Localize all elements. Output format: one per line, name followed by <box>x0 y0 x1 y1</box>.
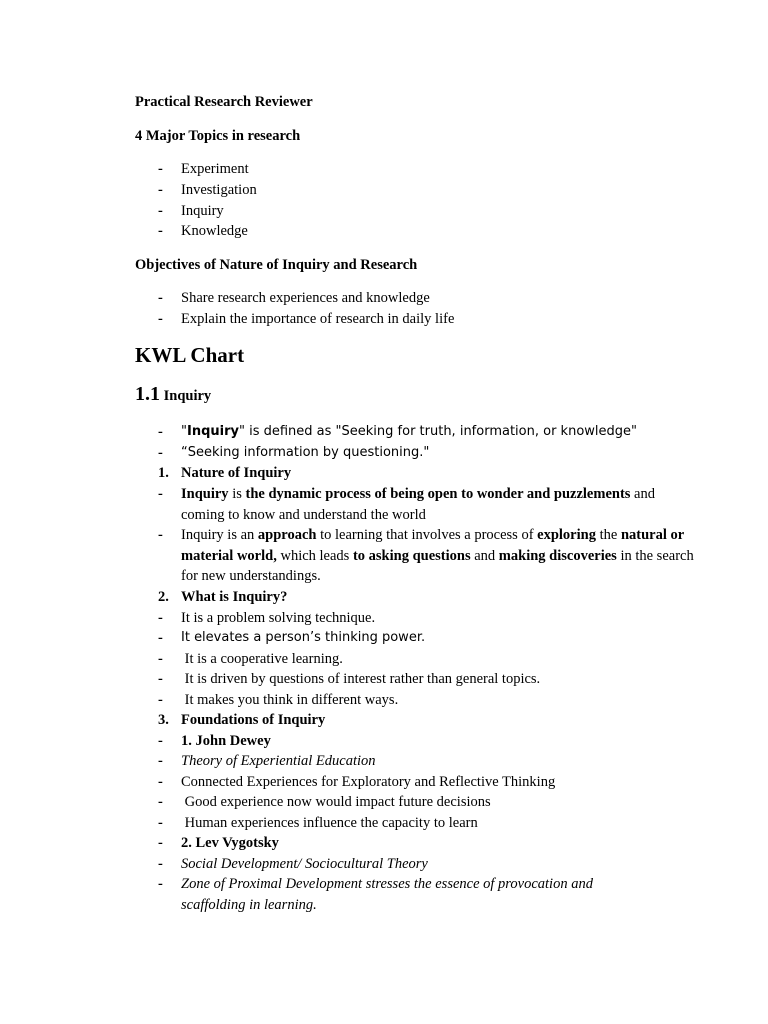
dash-marker: - <box>158 161 163 177</box>
document-title: Practical Research Reviewer <box>135 94 313 110</box>
topics-heading: 4 Major Topics in research <box>135 128 301 144</box>
number-marker: 1. <box>158 465 169 481</box>
objective-text: Explain the importance of research in daily life <box>181 311 455 327</box>
dash-marker: - <box>158 182 163 198</box>
dewey-item: Human experiences influence the capacity to learn <box>181 815 478 831</box>
dewey-item: Connected Experiences for Exploratory and Reflective Thinking <box>181 774 556 790</box>
dash-marker: - <box>158 671 163 687</box>
dewey-heading: 1. John Dewey <box>181 733 271 749</box>
section-heading <box>135 385 211 405</box>
what-item: It is a problem solving technique. <box>181 610 376 626</box>
dash-marker: - <box>158 527 163 543</box>
dewey-item: Good experience now would impact future decisions <box>181 794 491 810</box>
dash-marker: - <box>158 692 163 708</box>
what-item: It elevates a person’s thinking power. <box>181 630 426 645</box>
nature-paragraph: Inquiry is an approach to learning that involves a process of exploring the natural or material world, which leads to asking questions and making discoveries in the search for new understandings. <box>181 527 694 584</box>
vygotsky-zone: Zone of Proximal Development stresses the essence of provocation and scaffolding in learning. <box>181 876 593 913</box>
dash-marker: - <box>158 290 163 306</box>
number-marker: 2. <box>158 589 169 605</box>
objectives-heading: Objectives of Nature of Inquiry and Research <box>135 257 418 273</box>
nature-paragraph: Inquiry is the dynamic process of being open to wonder and puzzlements and coming to know and understand the world <box>181 486 655 523</box>
topic-text: Experiment <box>181 161 249 177</box>
dash-marker: - <box>158 486 163 502</box>
number-marker: 3. <box>158 712 169 728</box>
dash-marker: - <box>158 311 163 327</box>
dash-marker: - <box>158 630 163 646</box>
what-item: It is a cooperative learning. <box>181 651 343 667</box>
dash-marker: - <box>158 203 163 219</box>
dash-marker: - <box>158 876 163 892</box>
dash-marker: - <box>158 651 163 667</box>
dash-marker: - <box>158 753 163 769</box>
topic-text: Inquiry <box>181 203 224 219</box>
section-number: 1.1 <box>135 383 160 405</box>
dash-marker: - <box>158 774 163 790</box>
definition-text: “Seeking information by questioning." <box>181 445 430 460</box>
what-item: It is driven by questions of interest rather than general topics. <box>181 671 541 687</box>
topic-text: Knowledge <box>181 223 248 239</box>
what-heading: What is Inquiry? <box>181 589 288 605</box>
dash-marker: - <box>158 424 163 440</box>
objective-text: Share research experiences and knowledge <box>181 290 430 306</box>
definition-text: "Inquiry" is defined as "Seeking for truth, information, or knowledge" <box>181 424 637 439</box>
vygotsky-theory: Social Development/ Sociocultural Theory <box>181 856 428 872</box>
dash-marker: - <box>158 223 163 239</box>
what-item: It makes you think in different ways. <box>181 692 399 708</box>
nature-heading: Nature of Inquiry <box>181 465 292 481</box>
foundations-heading: Foundations of Inquiry <box>181 712 326 728</box>
vygotsky-heading: 2. Lev Vygotsky <box>181 835 279 851</box>
dewey-theory: Theory of Experiential Education <box>181 753 376 769</box>
dash-marker: - <box>158 610 163 626</box>
topic-text: Investigation <box>181 182 257 198</box>
section-title: Inquiry <box>163 388 212 404</box>
dash-marker: - <box>158 733 163 749</box>
dash-marker: - <box>158 794 163 810</box>
dash-marker: - <box>158 815 163 831</box>
kwl-heading: KWL Chart <box>135 343 245 367</box>
dash-marker: - <box>158 856 163 872</box>
dash-marker: - <box>158 445 163 461</box>
dash-marker: - <box>158 835 163 851</box>
